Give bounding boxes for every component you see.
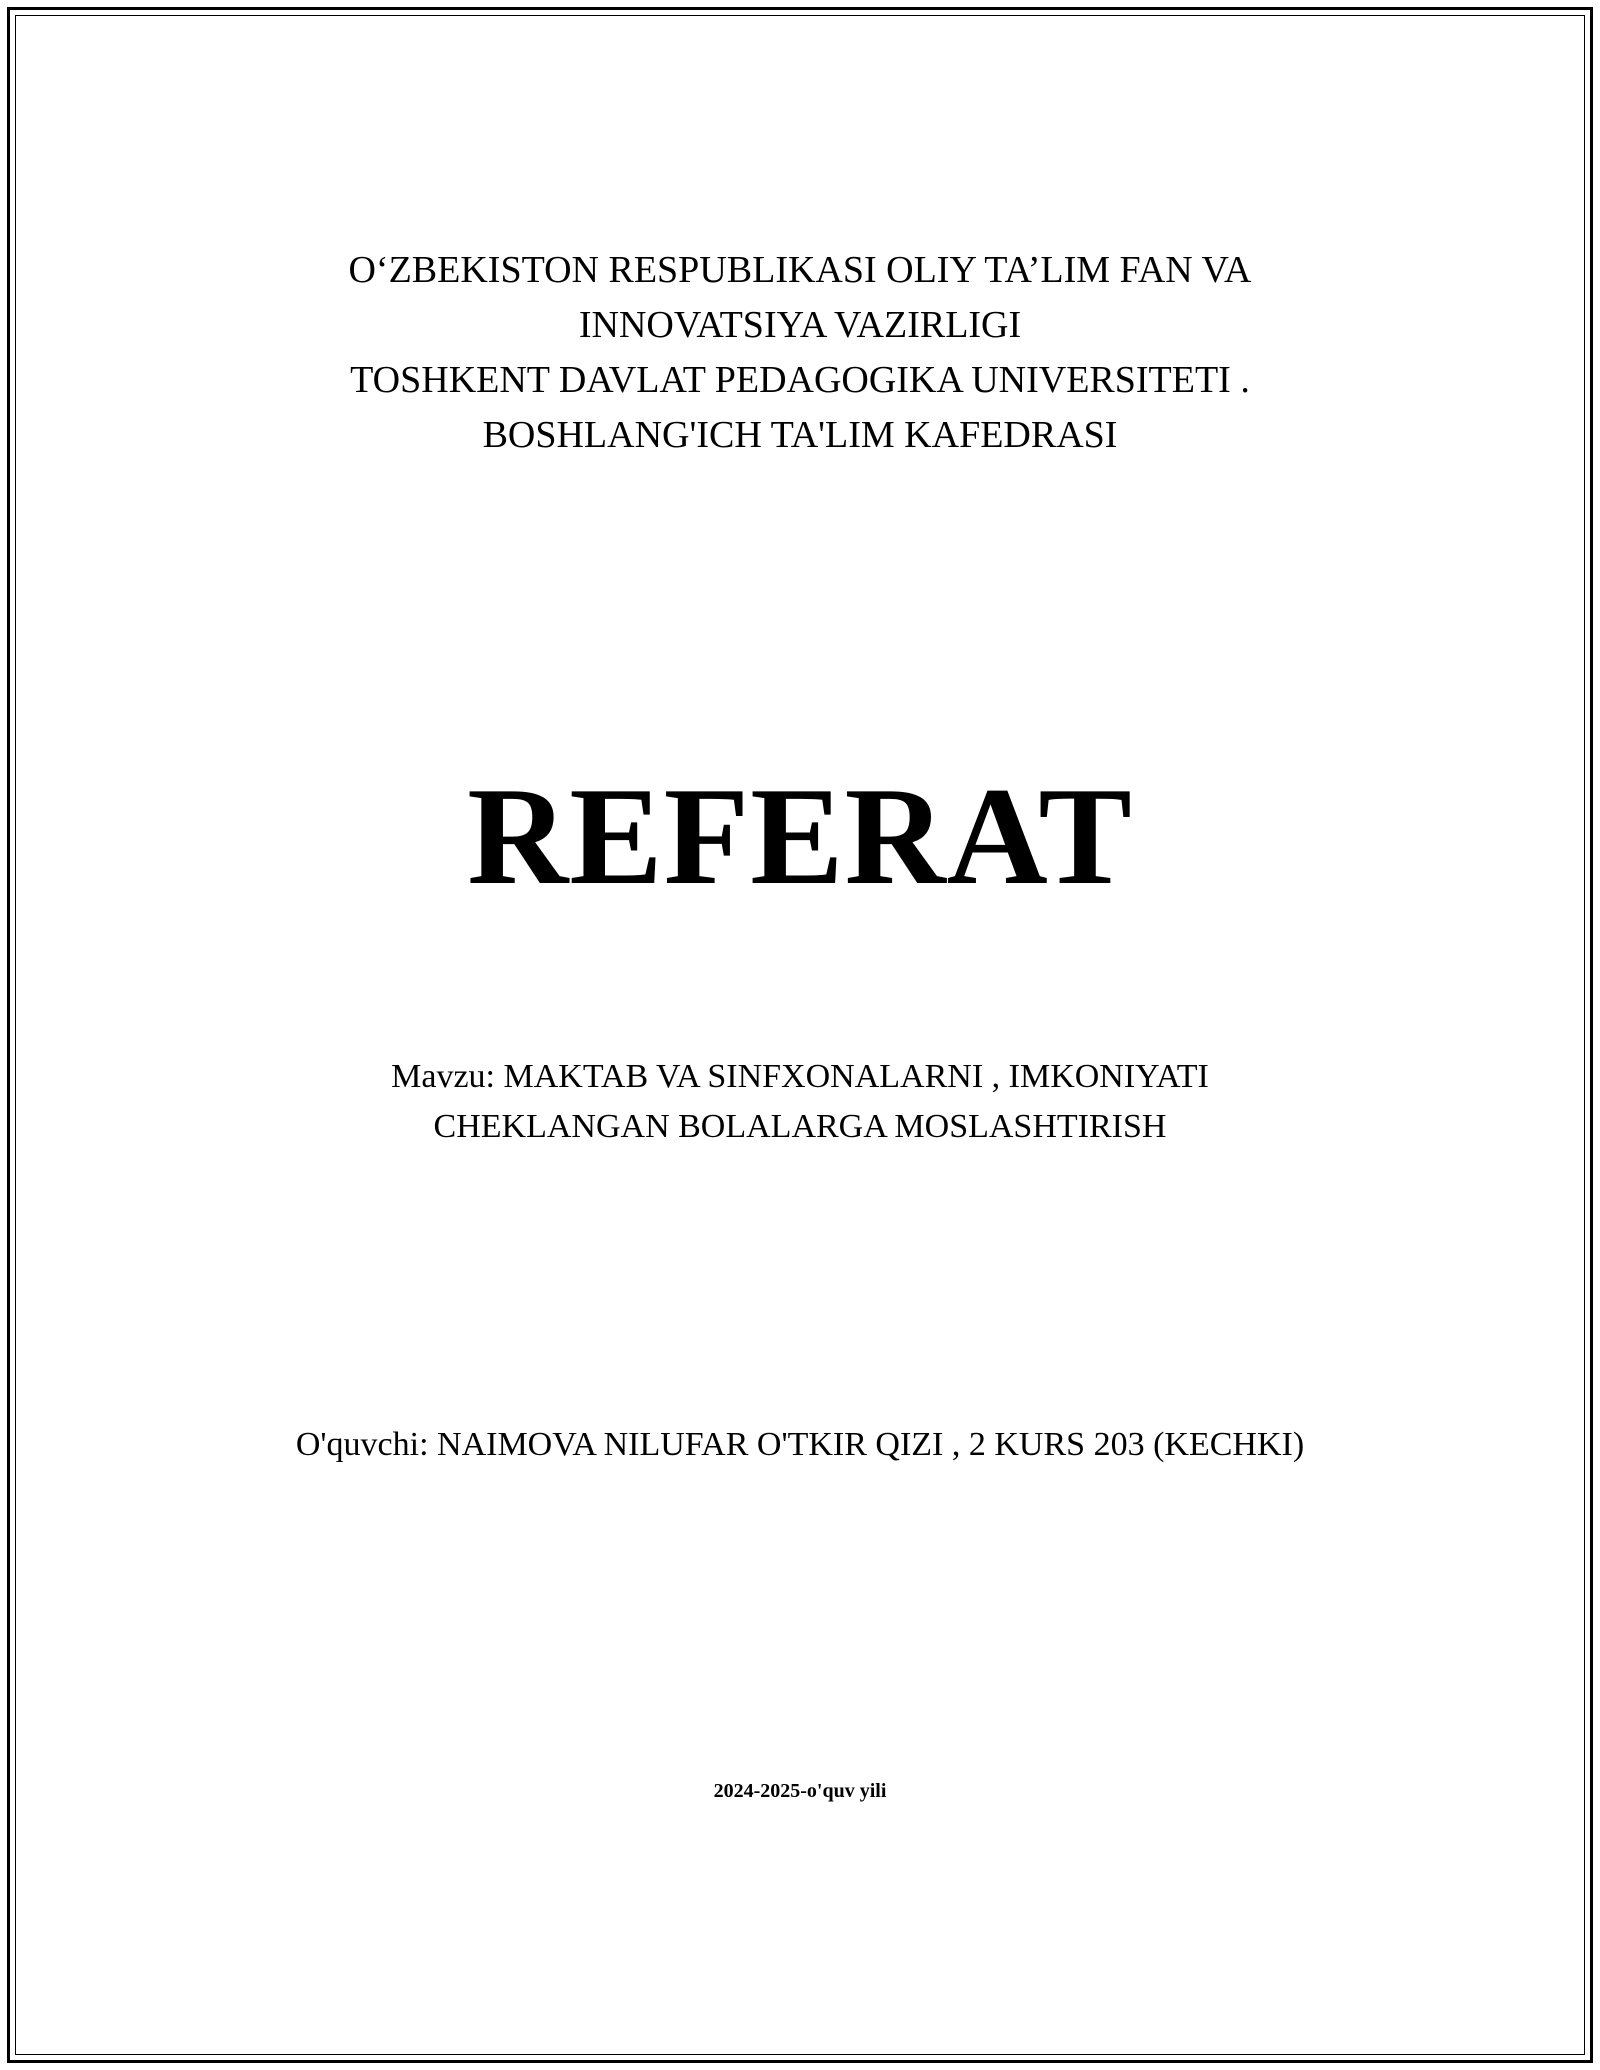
student-info: O'quvchi: NAIMOVA NILUFAR O'TKIR QIZI , 2 KURS 203 (KECHKI): [295, 1426, 1305, 1463]
header-line-university: TOSHKENT DAVLAT PEDAGOGIKA UNIVERSITETI .: [350, 359, 1250, 401]
header-line-ministry: O‘ZBEKISTON RESPUBLIKASI OLIY TA’LIM FAN VA: [348, 249, 1252, 291]
topic-line-2: CHEKLANGAN BOLALARGA MOSLASHTIRISH: [433, 1108, 1167, 1145]
header-line-department: BOSHLANG'ICH TA'LIM KAFEDRASI: [482, 414, 1118, 456]
header-line-ministry-cont: INNOVATSIYA VAZIRLIGI: [578, 304, 1022, 346]
academic-year: 2024-2025-o'quv yili: [713, 1780, 887, 1802]
institution-header: [0, 243, 1600, 463]
topic-line-1: Mavzu: MAKTAB VA SINFXONALARNI , IMKONIYATI: [391, 1058, 1209, 1095]
document-title: REFERAT: [467, 759, 1133, 914]
topic-block: [0, 1052, 1600, 1152]
